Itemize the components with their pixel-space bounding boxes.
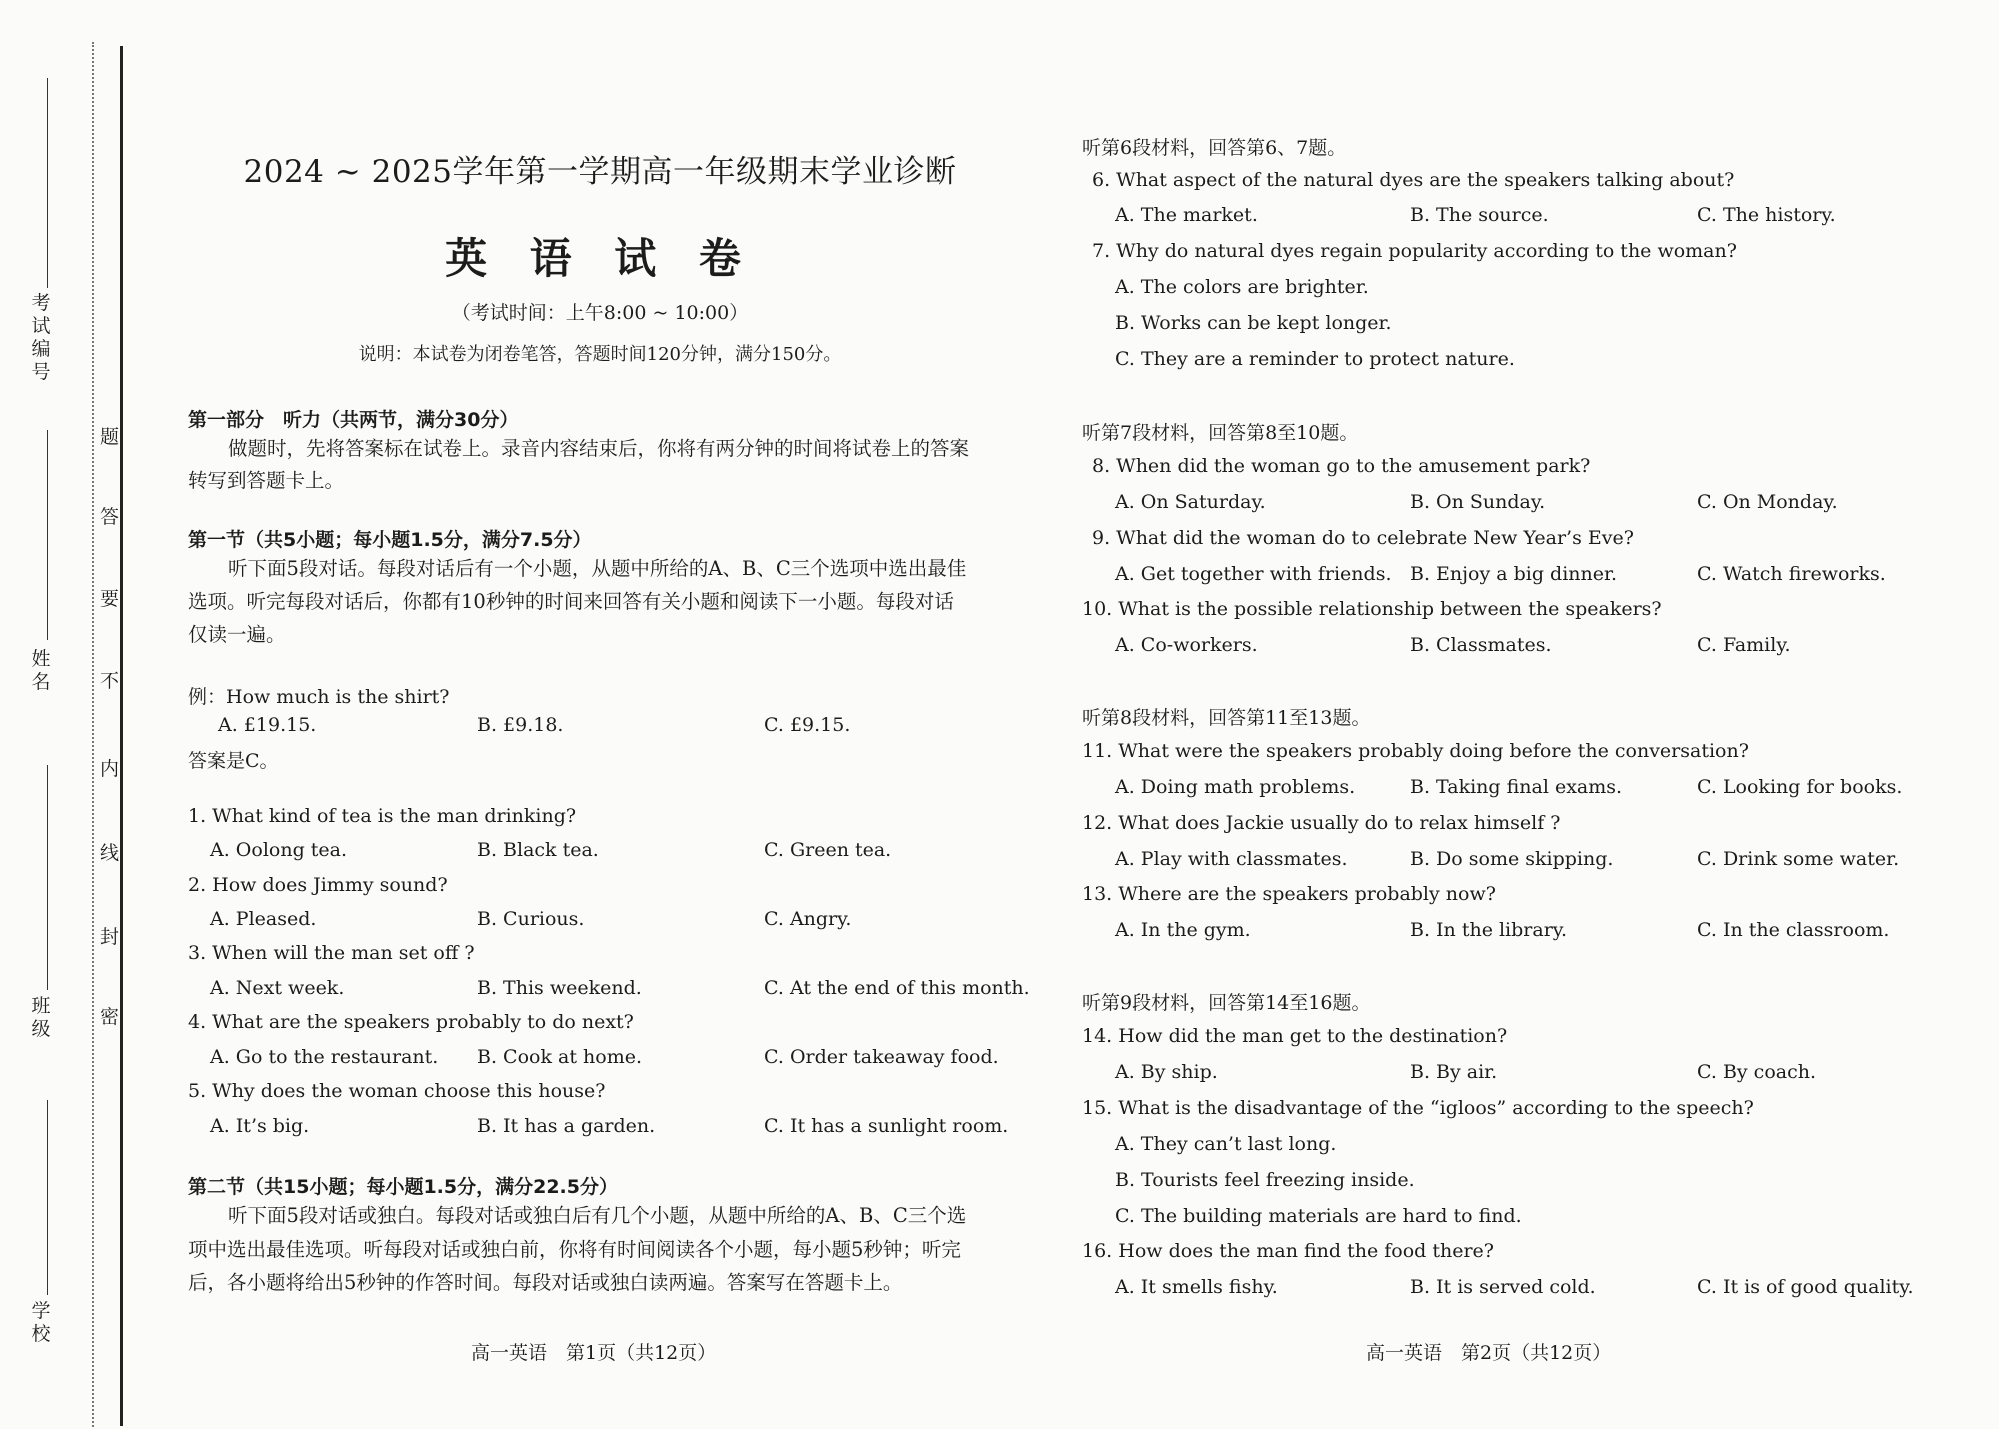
option-c: C. Looking for books. [1697,776,1903,798]
question: 10. What is the possible relationship between the speakers? [1082,598,1662,620]
instruction-line: 选项。听完每段对话后，你都有10秒钟的时间来回答有关小题和阅读下一小题。每段对话 [188,590,954,613]
instruction-line: 做题时，先将答案标在试卷上。录音内容结束后，你将有两分钟的时间将试卷上的答案 [228,437,970,460]
option-b: B. It has a garden. [477,1115,656,1137]
option-a: A. On Saturday. [1115,491,1266,513]
question: 1. What kind of tea is the man drinking? [188,805,577,827]
option-b: B. Enjoy a big dinner. [1410,563,1618,585]
question: 9. What did the woman do to celebrate New Year’s Eve? [1092,527,1634,549]
option-c: C. On Monday. [1697,491,1838,513]
option-b: B. This weekend. [477,977,642,999]
option-c: C. It is of good quality. [1697,1276,1914,1298]
option-b: B. Cook at home. [477,1046,642,1068]
option-a: A. Play with classmates. [1115,848,1348,870]
question: 11. What were the speakers probably doing before the conversation? [1082,740,1749,762]
subject-title: 英 语 试 卷 [445,234,755,283]
exam-title: 2024 ~ 2025学年第一学期高一年级期末学业诊断 [243,154,957,190]
part1-heading: 第一部分 听力（共两节，满分30分） [188,409,519,431]
option-c: C. Watch fireworks. [1697,563,1886,585]
option-a: A. They can’t last long. [1115,1133,1337,1155]
option-c: C. £9.15. [764,714,851,736]
option-a: A. It’s big. [210,1115,310,1137]
option-a: A. Doing math problems. [1115,776,1356,798]
section2-heading: 第二节（共15小题；每小题1.5分，满分22.5分） [188,1176,618,1198]
option-a: A. Co-workers. [1115,634,1258,656]
option-c: C. Green tea. [764,839,892,861]
page-footer: 高一英语 第1页（共12页） [471,1342,717,1364]
option-a: A. Oolong tea. [210,839,348,861]
group-heading: 听第7段材料，回答第8至10题。 [1082,422,1359,444]
option-b: B. £9.18. [477,714,564,736]
option-b: B. Curious. [477,908,585,930]
option-c: C. Family. [1697,634,1791,656]
seal-char: 密 [100,1006,120,1028]
option-b: B. The source. [1410,204,1549,226]
option-a: A. Pleased. [210,908,317,930]
option-b: B. Do some skipping. [1410,848,1614,870]
name-blank [47,430,48,640]
option-c: C. Order takeaway food. [764,1046,999,1068]
exam-time: （考试时间：上午8:00 ~ 10:00） [451,302,749,324]
option-a: A. It smells fishy. [1115,1276,1278,1298]
seal-char: 封 [100,926,120,948]
question: 4. What are the speakers probably to do next? [188,1011,634,1033]
binding-line [120,46,123,1426]
option-c: C. It has a sunlight room. [764,1115,1009,1137]
option-a: A. In the gym. [1115,919,1251,941]
option-c: C. The building materials are hard to find. [1115,1205,1522,1227]
option-a: A. Next week. [210,977,345,999]
question: 5. Why does the woman choose this house? [188,1080,606,1102]
exam-number-blank [47,78,48,288]
seal-char: 答 [100,506,120,528]
question: 8. When did the woman go to the amusement park? [1092,455,1591,477]
option-c: C. They are a reminder to protect nature. [1115,348,1515,370]
option-c: C. By coach. [1697,1061,1817,1083]
question: 15. What is the disadvantage of the “igloos” according to the speech? [1082,1097,1754,1119]
option-b: B. Classmates. [1410,634,1552,656]
option-b: B. On Sunday. [1410,491,1546,513]
option-c: C. At the end of this month. [764,977,1030,999]
option-c: C. Angry. [764,908,852,930]
option-c: C. The history. [1697,204,1836,226]
question: 6. What aspect of the natural dyes are the speakers talking about? [1092,169,1735,191]
option-b: B. In the library. [1410,919,1568,941]
exam-number-label: 考 试 编 号 [31,292,51,383]
dotted-cut-line [92,42,94,1427]
instruction-line: 听下面5段对话或独白。每段对话或独白后有几个小题，从题中所给的A、B、C三个选 [228,1204,967,1227]
class-blank [47,765,48,990]
group-heading: 听第9段材料，回答第14至16题。 [1082,992,1371,1014]
question: 7. Why do natural dyes regain popularity according to the woman? [1092,240,1737,262]
instruction-line: 转写到答题卡上。 [188,469,345,492]
example-answer: 答案是C。 [188,750,279,772]
option-a: A. £19.15. [218,714,317,736]
question: 13. Where are the speakers probably now? [1082,883,1496,905]
section1-heading: 第一节（共5小题；每小题1.5分，满分7.5分） [188,529,592,551]
option-b: B. It is served cold. [1410,1276,1596,1298]
option-a: A. Go to the restaurant. [210,1046,439,1068]
option-b: B. Works can be kept longer. [1115,312,1392,334]
seal-char: 线 [100,842,120,864]
option-c: C. In the classroom. [1697,919,1890,941]
option-a: A. The colors are brighter. [1115,276,1369,298]
option-b: B. Taking final exams. [1410,776,1623,798]
option-b: B. Black tea. [477,839,599,861]
school-label: 学 校 [31,1300,51,1345]
option-a: A. The market. [1115,204,1258,226]
question: 2. How does Jimmy sound? [188,874,448,896]
name-label: 姓 名 [31,648,51,693]
class-label: 班 级 [31,995,51,1040]
exam-note: 说明：本试卷为闭卷笔答，答题时间120分钟，满分150分。 [358,344,842,365]
option-b: B. By air. [1410,1061,1498,1083]
page-footer: 高一英语 第2页（共12页） [1366,1342,1612,1364]
option-c: C. Drink some water. [1697,848,1900,870]
question: 14. How did the man get to the destination? [1082,1025,1508,1047]
question: 16. How does the man find the food there? [1082,1240,1494,1262]
option-b: B. Tourists feel freezing inside. [1115,1169,1415,1191]
question: 3. When will the man set off ? [188,942,475,964]
option-a: A. By ship. [1115,1061,1218,1083]
seal-char: 不 [100,670,120,692]
example-question: 例：How much is the shirt? [188,686,450,708]
instruction-line: 后，各小题将给出5秒钟的作答时间。每段对话或独白读两遍。答案写在答题卡上。 [188,1271,903,1294]
group-heading: 听第8段材料，回答第11至13题。 [1082,707,1371,729]
question: 12. What does Jackie usually do to relax himself ? [1082,812,1561,834]
instruction-line: 听下面5段对话。每段对话后有一个小题，从题中所给的A、B、C三个选项中选出最佳 [228,557,967,580]
school-blank [47,1100,48,1295]
instruction-line: 项中选出最佳选项。听每段对话或独白前，你将有时间阅读各个小题，每小题5秒钟；听完 [188,1238,961,1261]
seal-char: 题 [100,426,120,448]
seal-char: 内 [100,758,120,780]
group-heading: 听第6段材料，回答第6、7题。 [1082,137,1347,159]
option-a: A. Get together with friends. [1115,563,1392,585]
seal-char: 要 [100,588,120,610]
instruction-line: 仅读一遍。 [188,623,286,646]
